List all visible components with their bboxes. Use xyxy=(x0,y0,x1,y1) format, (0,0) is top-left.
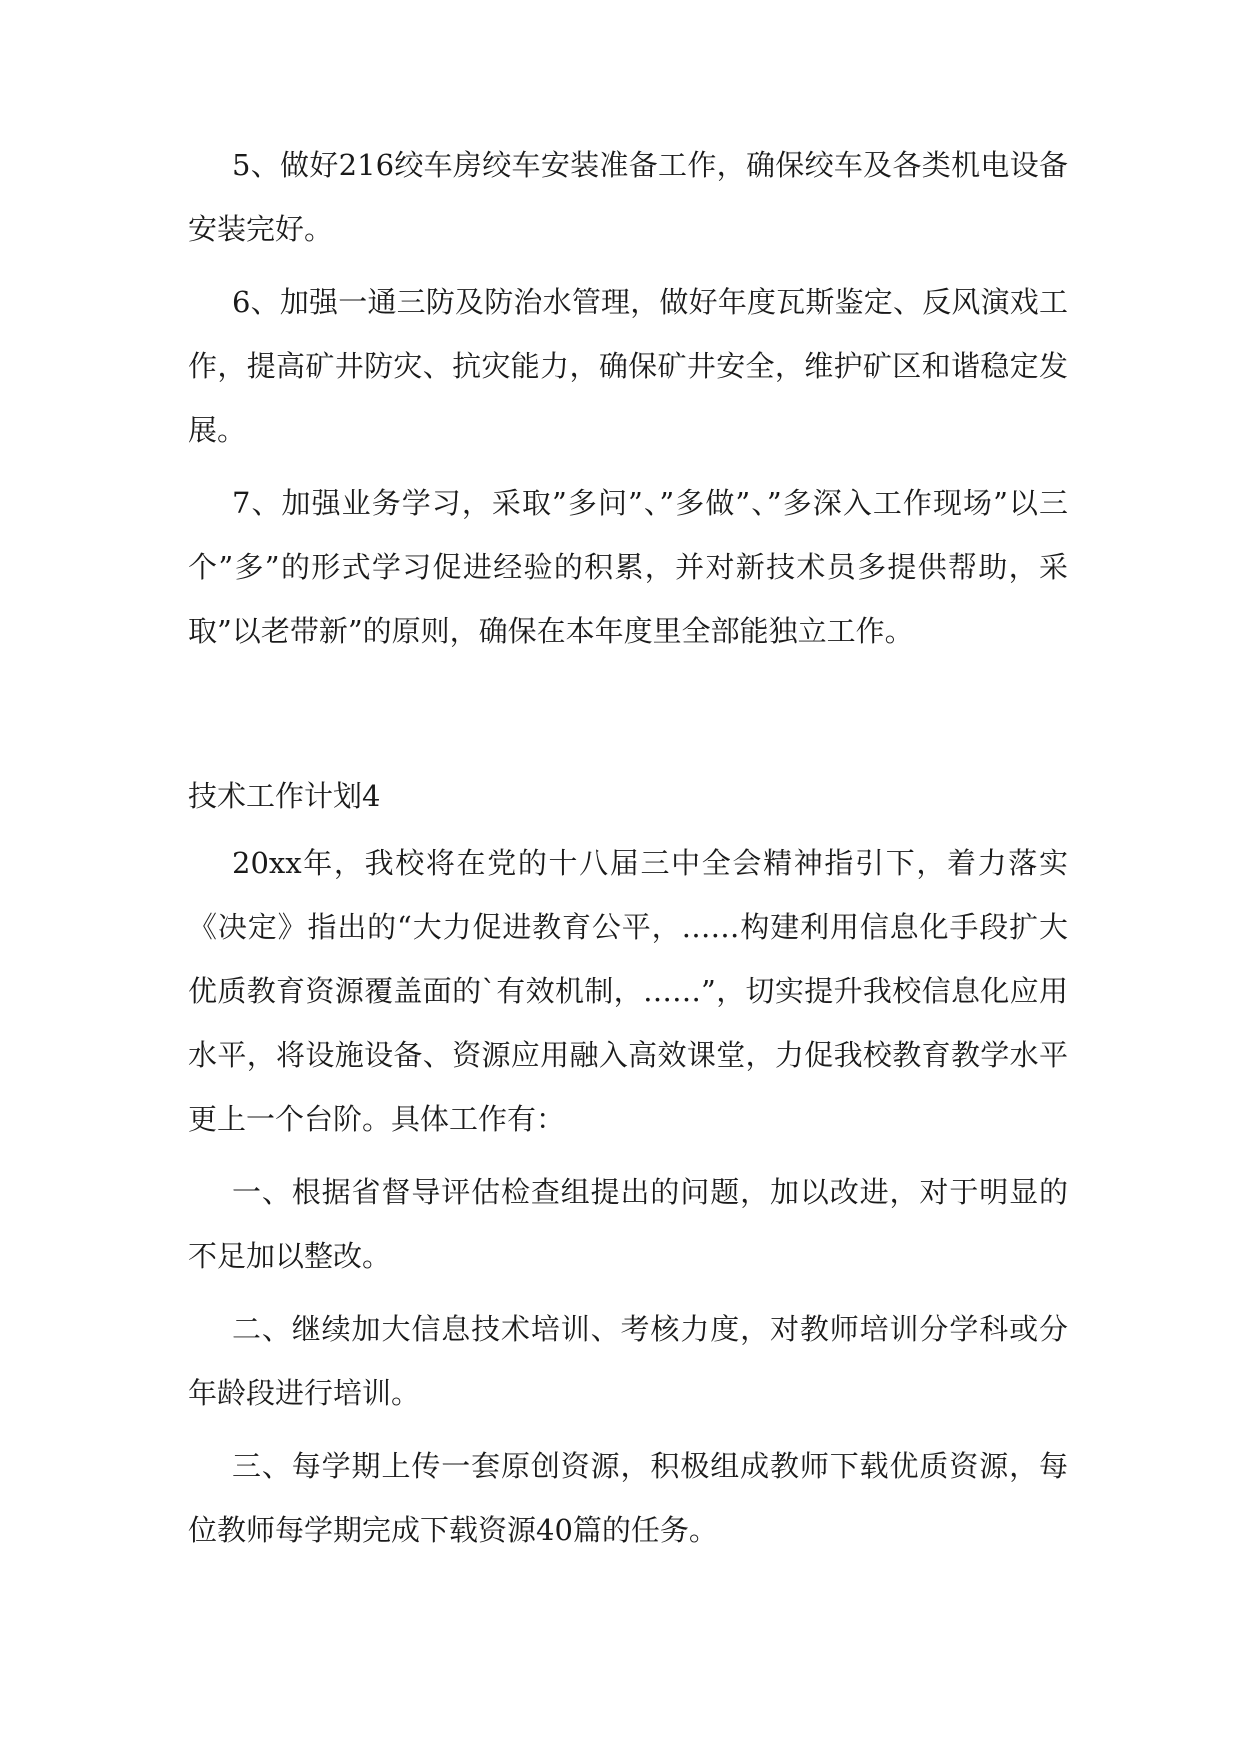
paragraph-point-3: 三、每学期上传一套原创资源，积极组成教师下载优质资源，每位教师每学期完成下载资源40篇的任务。 xyxy=(188,1449,1068,1547)
section-title: 技术工作计划4 xyxy=(188,779,381,813)
paragraph-item-5: 5、做好216绞车房绞车安装准备工作，确保绞车及各类机电设备安装完好。 xyxy=(188,148,1068,246)
paragraph-intro: 20xx年，我校将在党的十八届三中全会精神指引下，着力落实《决定》指出的“大力促进教育公平，……构建利用信息化手段扩大优质教育资源覆盖面的`有效机制，……”，切实提升我校信息化应用水平，将设施设备、资源应用融入高效课堂，力促我校教育教学水平更上一个台阶。具体工作有： xyxy=(188,846,1068,1136)
paragraph-item-6: 6、加强一通三防及防治水管理，做好年度瓦斯鉴定、反风演戏工作，提高矿井防灾、抗灾能力，确保矿井安全，维护矿区和谐稳定发展。 xyxy=(188,285,1068,447)
paragraph-point-1: 一、根据省督导评估检查组提出的问题，加以改进，对于明显的不足加以整改。 xyxy=(188,1175,1068,1273)
plan-4-section xyxy=(188,764,1068,1562)
paragraph-point-2: 二、继续加大信息技术培训、考核力度，对教师培训分学科或分年龄段进行培训。 xyxy=(188,1312,1068,1410)
work-items-section xyxy=(188,133,1068,663)
paragraph-item-7: 7、加强业务学习，采取”多问”、”多做”、”多深入工作现场”以三个”多”的形式学习促进经验的积累，并对新技术员多提供帮助，采取”以老带新”的原则，确保在本年度里全部能独立工作。 xyxy=(188,486,1068,648)
